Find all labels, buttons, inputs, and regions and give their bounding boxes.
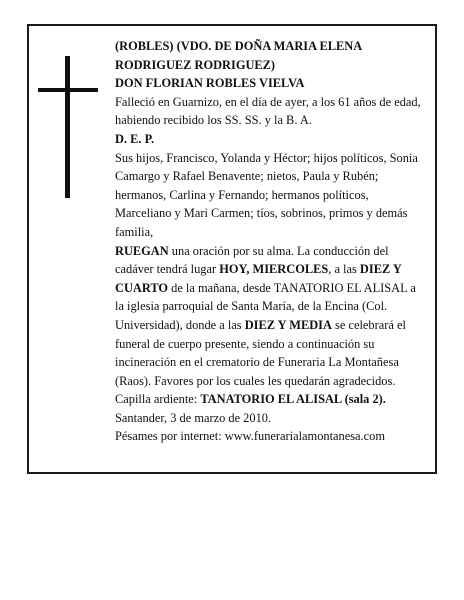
condolences-line: Pésames por internet: www.funerarialamontanesa.com — [115, 429, 385, 444]
header-surnames: (ROBLES) (VDO. DE DOÑA MARIA ELENA RODRIGUEZ RODRIGUEZ) — [115, 39, 362, 72]
death-statement: Falleció en Guarnizo, en el día de ayer, a los 61 años de edad, habiendo recibido los SS. SS. y la B. A. — [115, 94, 421, 128]
deceased-name: DON FLORIAN ROBLES VIELVA — [115, 76, 305, 91]
family-list: Sus hijos, Francisco, Yolanda y Héctor; hijos políticos, Sonia Camargo y Rafael Benavente; nietos, Paula y Rubén; hermanos, Carlina y Fernando; hermanos políticos, Marceliano y Mari Carmen; tíos, sobrinos, primos y demás familia, — [115, 150, 418, 239]
dep-line: D. E. P. — [115, 131, 155, 146]
notice-text — [115, 37, 425, 446]
cross-icon — [38, 56, 98, 198]
funeral-details: RUEGAN una oración por su alma. La conducción del cadáver tendrá lugar HOY, MIERCOLES, a las DIEZ Y CUARTO de la mañana, desde TANATORIO EL ALISAL a la iglesia parroquial de Santa María, de la Encina (Col. Universidad), donde a las DIEZ Y MEDIA se celebrará el funeral de cuerpo presente, siendo a continuación su incineración en el crematorio de Funeraria La Montañesa (Raos). Favores por los cuales les quedarán agradecidos. Capilla ardiente: TANATORIO EL ALISAL (sala 2). — [115, 243, 416, 407]
place-date: Santander, 3 de marzo de 2010. — [115, 410, 272, 425]
